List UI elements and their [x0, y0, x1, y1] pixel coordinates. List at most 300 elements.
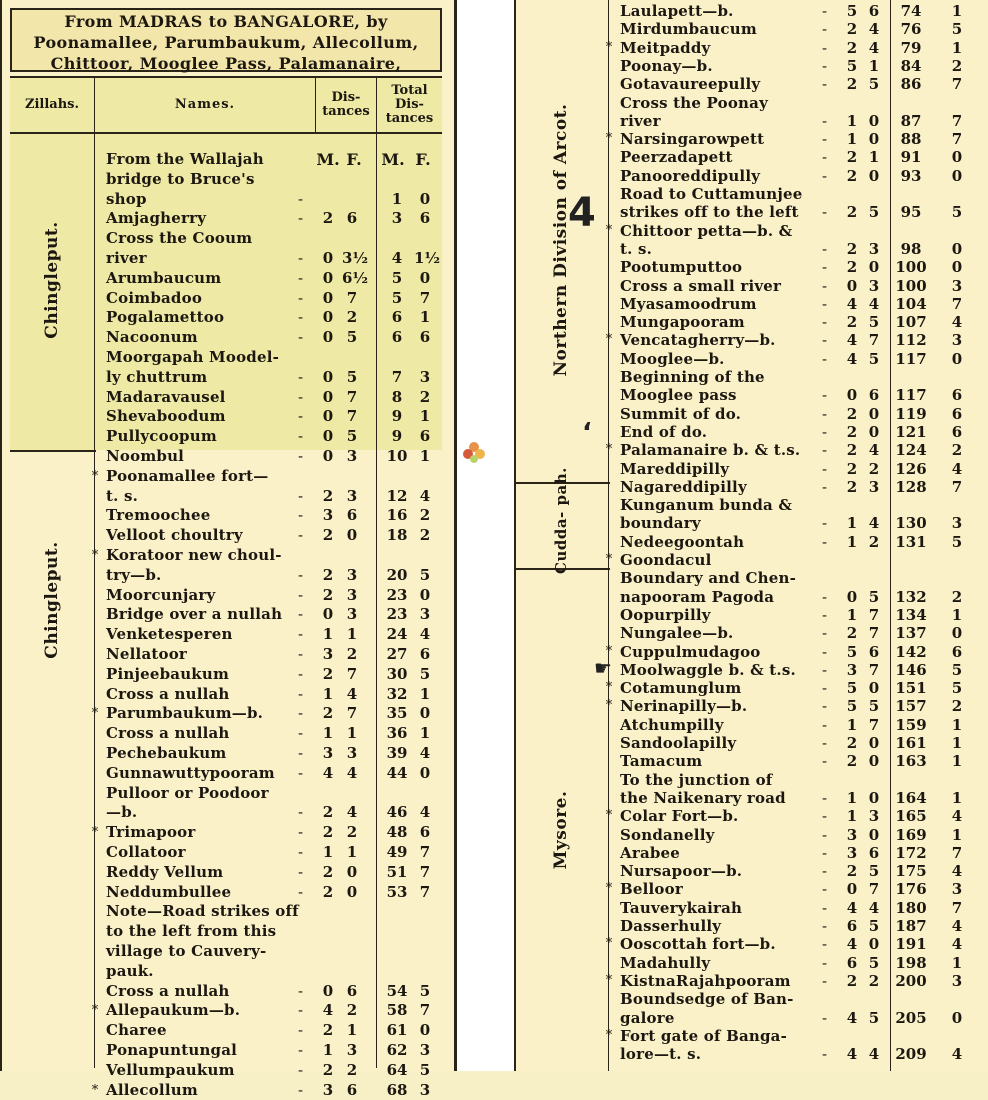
column-header [10, 76, 442, 134]
total-miles: 20 [386, 565, 408, 584]
route-row [516, 844, 988, 862]
route-row [2, 249, 454, 269]
route-row [516, 222, 988, 240]
distance-miles: 0 [846, 276, 858, 295]
route-row [516, 551, 988, 569]
total-miles: 79 [900, 38, 922, 57]
total-furlongs: 7 [951, 75, 963, 94]
total-miles: 23 [386, 585, 408, 604]
distance-miles: 0 [322, 387, 334, 406]
place-name: Myasamoodrum [620, 294, 757, 313]
route-row [516, 1027, 988, 1045]
distance-furlongs: 1 [346, 625, 358, 644]
leader-dash: - [298, 209, 304, 228]
distance-furlongs: 3 [346, 585, 358, 604]
distance-furlongs: 0 [868, 111, 880, 130]
total-furlongs: 4 [951, 313, 963, 332]
distance-miles: 2 [846, 258, 858, 277]
leader-dash: - [298, 1021, 304, 1040]
route-row [2, 982, 454, 1002]
total-furlongs: 0 [951, 166, 963, 185]
route-row [2, 764, 454, 784]
asterisk-marker: * [605, 1027, 613, 1043]
total-furlongs: 3 [419, 1080, 431, 1099]
total-furlongs: 1 [951, 953, 963, 972]
place-name: Tamacum [620, 752, 703, 771]
total-miles: 191 [895, 935, 927, 954]
distance-furlongs: 4 [868, 441, 880, 460]
route-row [2, 724, 454, 744]
total-furlongs: 2 [951, 697, 963, 716]
route-row [516, 130, 988, 148]
leader-dash: - [298, 625, 304, 644]
distance-furlongs: 6 [346, 209, 358, 228]
distance-furlongs: 6 [346, 1080, 358, 1099]
route-row [2, 863, 454, 883]
zillah-label-chingleput-2: Chingleput. [42, 541, 62, 659]
leader-dash: - [822, 75, 828, 94]
distance-furlongs: 0 [868, 166, 880, 185]
unit-miles: M. [316, 150, 340, 169]
asterisk-marker: * [91, 1003, 99, 1019]
place-name: napooram Pagoda [620, 587, 775, 606]
place-name: Nursapoor—b. [620, 862, 743, 881]
distance-furlongs: 0 [346, 882, 358, 901]
route-row [516, 880, 988, 898]
route-row [2, 744, 454, 764]
asterisk-marker: * [605, 808, 613, 824]
route-row [516, 533, 988, 551]
distance-miles: 0 [322, 268, 334, 287]
distance-furlongs: 3 [868, 807, 880, 826]
place-name: Palamanaire b. & t.s. [620, 441, 801, 460]
distance-miles: 1 [846, 807, 858, 826]
place-name: Parumbaukum—b. [106, 704, 264, 723]
place-name: Boundsedge of Ban- [620, 990, 794, 1009]
total-miles: 157 [895, 697, 927, 716]
zillah-label-north-arcot: Northern Division of Arcot. [551, 103, 571, 377]
distance-miles: 0 [322, 328, 334, 347]
distance-miles: 2 [846, 624, 858, 643]
place-name: Coimbadoo [106, 288, 203, 307]
route-row [2, 526, 454, 546]
place-name: Oopurpilly [620, 605, 711, 624]
total-miles: 180 [895, 898, 927, 917]
total-miles: 49 [386, 843, 408, 861]
route-row [516, 1045, 988, 1063]
total-furlongs: 5 [951, 203, 963, 222]
total-furlongs: 0 [419, 268, 431, 287]
leader-dash: - [298, 724, 304, 743]
total-miles: 117 [895, 386, 927, 405]
place-name: Shevaboodum [106, 407, 226, 426]
place-name: Sandoolapilly [620, 734, 737, 752]
total-furlongs: 7 [951, 130, 963, 149]
total-miles: 128 [895, 477, 927, 496]
total-miles: 161 [895, 734, 927, 752]
leader-dash: - [822, 441, 828, 460]
place-name: Arabee [620, 843, 681, 862]
distance-miles: 1 [846, 605, 858, 624]
total-miles: 130 [895, 514, 927, 533]
header-distances: Dis- tances [322, 90, 370, 119]
total-furlongs: 1 [951, 788, 963, 807]
total-furlongs: 2 [951, 441, 963, 460]
total-miles: 54 [386, 981, 408, 1000]
total-furlongs: 1 [951, 825, 963, 844]
watermark-logo-icon [454, 432, 494, 472]
route-row [516, 386, 988, 404]
leader-dash: - [822, 422, 828, 441]
route-row [516, 203, 988, 221]
leader-dash: - [822, 734, 828, 752]
route-row [2, 843, 454, 863]
distance-furlongs: 0 [868, 404, 880, 423]
distance-furlongs: 3 [346, 486, 358, 505]
total-furlongs: 7 [419, 288, 431, 307]
total-furlongs: 0 [951, 349, 963, 368]
leader-dash: - [298, 823, 304, 842]
route-row [516, 734, 988, 752]
distance-miles: 4 [846, 1045, 858, 1064]
place-name: Nagareddipilly [620, 477, 747, 496]
unit-furlongs: F. [346, 150, 362, 169]
distance-miles: 2 [322, 585, 334, 604]
route-row [2, 962, 454, 982]
place-name: Belloor [620, 880, 683, 899]
route-row [516, 20, 988, 38]
distance-miles: 6 [846, 917, 858, 935]
title-line-1: From MADRAS to BANGALORE, by [64, 12, 388, 31]
route-row [2, 645, 454, 665]
total-miles: 131 [895, 532, 927, 551]
leader-dash: - [298, 189, 304, 208]
route-row [2, 487, 454, 507]
place-name: Cross the Poonay [620, 93, 768, 112]
distance-miles: 3 [322, 744, 334, 762]
handwritten-mark: ‘ [582, 418, 592, 448]
distance-furlongs: 3 [346, 1041, 358, 1059]
place-name: Madahully [620, 953, 711, 972]
place-name: Note—Road strikes off [106, 902, 299, 921]
place-name: Nacoonum [106, 328, 198, 347]
leader-dash: - [298, 1001, 304, 1020]
distance-furlongs: 5 [868, 349, 880, 368]
total-miles: 8 [391, 387, 403, 406]
distance-miles: 0 [322, 981, 334, 1000]
place-name: Nedeegoontah [620, 532, 745, 551]
distance-miles: 3 [846, 843, 858, 862]
distance-miles: 4 [846, 349, 858, 368]
distance-miles: 4 [322, 1001, 334, 1020]
leader-dash: - [822, 56, 828, 75]
route-row [516, 423, 988, 441]
place-name: Boundary and Chen- [620, 569, 796, 588]
total-miles: 95 [900, 203, 922, 222]
place-name: river [620, 111, 661, 130]
distance-miles: 0 [322, 308, 334, 327]
route-row [2, 922, 454, 942]
place-name: Nungalee—b. [620, 624, 734, 643]
place-name: Poonay—b. [620, 56, 713, 75]
place-name: Collatoor [106, 843, 186, 861]
route-row [516, 277, 988, 295]
leader-dash: - [822, 111, 828, 130]
distance-miles: 2 [846, 75, 858, 94]
distance-miles: 1 [846, 715, 858, 734]
title-line-2: Poonamallee, Parumbaukum, Allecollum, [33, 33, 419, 52]
route-row [2, 209, 454, 229]
distance-miles: 2 [322, 565, 334, 584]
distance-miles: 2 [322, 1021, 334, 1040]
leader-dash: - [822, 971, 828, 990]
route-row [2, 170, 454, 190]
distance-furlongs: 5 [868, 862, 880, 881]
page-gutter [455, 0, 514, 1071]
total-miles: 200 [895, 971, 927, 990]
distance-furlongs: 4 [868, 20, 880, 39]
leader-dash: - [822, 20, 828, 39]
route-row [516, 514, 988, 532]
total-furlongs: 5 [419, 664, 431, 683]
distance-miles: 0 [846, 587, 858, 606]
distance-furlongs: 1 [346, 843, 358, 861]
distance-miles: 2 [846, 971, 858, 990]
place-name: Vencatagherry—b. [620, 331, 776, 350]
total-miles: 91 [900, 148, 922, 167]
distance-miles: 2 [322, 862, 334, 881]
distance-miles: 5 [846, 697, 858, 716]
leader-dash: - [822, 258, 828, 277]
distance-miles: 0 [322, 407, 334, 426]
total-miles: 159 [895, 715, 927, 734]
route-row [516, 368, 988, 386]
place-name: Gunnawuttypooram [106, 763, 275, 782]
leader-dash: - [822, 825, 828, 844]
distance-miles: 1 [322, 1041, 334, 1059]
total-miles: 107 [895, 313, 927, 332]
distance-furlongs: 7 [868, 331, 880, 350]
leader-dash: - [822, 514, 828, 533]
total-furlongs: 4 [419, 803, 431, 822]
total-furlongs: 7 [419, 1001, 431, 1020]
route-row [516, 807, 988, 825]
total-miles: 137 [895, 624, 927, 643]
distance-miles: 1 [846, 111, 858, 130]
total-furlongs: 6 [419, 209, 431, 228]
leader-dash: - [298, 744, 304, 762]
total-furlongs: 0 [951, 239, 963, 258]
route-row [2, 1001, 454, 1021]
route-row [516, 496, 988, 514]
route-row [516, 350, 988, 368]
distance-furlongs: 7 [868, 880, 880, 899]
total-miles: 32 [386, 684, 408, 703]
place-name: Mirdumbaucum [620, 20, 757, 39]
total-furlongs: 4 [951, 807, 963, 826]
distance-miles: 1 [322, 684, 334, 703]
total-furlongs: 5 [419, 565, 431, 584]
route-row [516, 588, 988, 606]
leader-dash: - [298, 763, 304, 782]
asterisk-marker: * [605, 881, 613, 897]
distance-miles: 2 [846, 166, 858, 185]
leader-dash: - [298, 565, 304, 584]
leader-dash: - [822, 679, 828, 698]
total-miles: 165 [895, 807, 927, 826]
route-row [516, 167, 988, 185]
route-row [516, 917, 988, 935]
total-miles: 35 [386, 704, 408, 723]
total-miles: 62 [386, 1041, 408, 1059]
total-furlongs: 1 [419, 308, 431, 327]
route-row [516, 75, 988, 93]
distance-miles: 3 [846, 825, 858, 844]
total-furlongs: 6 [419, 823, 431, 842]
zillah-label-mysore: Mysore. [551, 790, 571, 870]
distance-miles: 1 [846, 788, 858, 807]
leader-dash: - [822, 843, 828, 862]
place-name: End of do. [620, 422, 708, 441]
place-name: village to Cauvery- [106, 942, 267, 960]
route-row [2, 1061, 454, 1081]
route-row [2, 823, 454, 843]
distance-furlongs: 4 [346, 763, 358, 782]
place-name: Cross the Cooum [106, 229, 253, 248]
place-name: Pinjeebaukum [106, 664, 230, 683]
place-name: Mooglee—b. [620, 349, 725, 368]
place-name: Panooreddipully [620, 166, 761, 185]
leader-dash: - [298, 526, 304, 545]
route-row [2, 506, 454, 526]
leader-dash: - [822, 1045, 828, 1064]
route-row [516, 697, 988, 715]
leader-dash: - [298, 506, 304, 525]
route-row [2, 308, 454, 328]
distance-furlongs: 3 [346, 447, 358, 465]
route-row [2, 407, 454, 427]
total-furlongs: 3 [419, 1041, 431, 1059]
distance-furlongs: 4 [868, 38, 880, 57]
total-miles: 12 [386, 486, 408, 505]
right-column [514, 0, 988, 1071]
route-row [2, 269, 454, 289]
total-miles: 58 [386, 1001, 408, 1020]
distance-miles: 2 [846, 313, 858, 332]
place-name: Tauverykairah [620, 898, 743, 917]
distance-miles: 2 [846, 477, 858, 496]
place-name: Cross a nullah [106, 724, 230, 743]
total-furlongs: 1 [951, 715, 963, 734]
route-row [2, 605, 454, 625]
route-row [516, 771, 988, 789]
leader-dash: - [822, 880, 828, 899]
route-row [2, 348, 454, 368]
route-row [516, 94, 988, 112]
place-name: Mooglee pass [620, 386, 737, 405]
place-name: Moorcunjary [106, 585, 216, 604]
distance-furlongs: 2 [868, 532, 880, 551]
distance-furlongs: 5 [868, 917, 880, 935]
route-row [2, 586, 454, 606]
leader-dash: - [822, 404, 828, 423]
place-name: Ooscottah fort—b. [620, 935, 776, 954]
total-miles: 169 [895, 825, 927, 844]
route-row [516, 2, 988, 20]
leader-dash: - [298, 585, 304, 604]
distance-miles: 1 [322, 625, 334, 644]
total-furlongs: 1 [419, 447, 431, 465]
distance-furlongs: 5 [868, 697, 880, 716]
place-name: Pechebaukum [106, 744, 227, 762]
total-miles: 76 [900, 20, 922, 39]
total-furlongs: 7 [419, 862, 431, 881]
route-row [516, 478, 988, 496]
distance-furlongs: 3 [868, 477, 880, 496]
distance-furlongs: 0 [868, 788, 880, 807]
distance-furlongs: 5 [346, 328, 358, 347]
distance-miles: 0 [846, 880, 858, 899]
total-furlongs: 0 [951, 258, 963, 277]
place-name: Pogalamettoo [106, 308, 225, 327]
place-name: Cotamunglum [620, 679, 742, 698]
distance-furlongs: 7 [868, 605, 880, 624]
total-furlongs: 1 [951, 752, 963, 771]
place-name: Summit of do. [620, 404, 742, 423]
asterisk-marker: * [91, 706, 99, 722]
distance-miles: 2 [846, 734, 858, 752]
total-miles: 98 [900, 239, 922, 258]
total-miles: 126 [895, 459, 927, 478]
distance-furlongs: 1 [346, 724, 358, 743]
leader-dash: - [298, 288, 304, 307]
distance-miles: 2 [846, 148, 858, 167]
distance-furlongs: 6 [868, 2, 880, 20]
total-miles: 175 [895, 862, 927, 881]
place-name: Bridge over a nullah [106, 605, 283, 624]
place-name: Nellatoor [106, 645, 188, 663]
route-row [2, 902, 454, 922]
distance-miles: 5 [846, 679, 858, 698]
distance-furlongs: 3 [868, 276, 880, 295]
total-furlongs: 6 [951, 642, 963, 661]
route-row [516, 624, 988, 642]
distance-miles: 2 [846, 422, 858, 441]
total-furlongs: 5 [419, 981, 431, 1000]
distance-miles: 3 [846, 660, 858, 679]
total-furlongs: 3 [951, 971, 963, 990]
asterisk-marker: * [605, 936, 613, 952]
route-row [2, 1021, 454, 1041]
asterisk-marker: * [605, 972, 613, 988]
place-name: Allecollum [106, 1080, 198, 1099]
route-row [2, 566, 454, 586]
route-row [516, 862, 988, 880]
leader-dash: - [298, 981, 304, 1000]
asterisk-marker: * [91, 1082, 99, 1098]
total-miles: 3 [391, 209, 403, 228]
route-row [516, 972, 988, 990]
header-total-distances: Total Dis- tances [385, 83, 434, 126]
total-miles: 176 [895, 880, 927, 899]
total-furlongs: 0 [419, 585, 431, 604]
place-name: bridge to Bruce's [106, 169, 255, 188]
distance-furlongs: 0 [868, 734, 880, 752]
place-name: Poonamallee fort— [106, 466, 269, 485]
total-furlongs: 6 [951, 404, 963, 423]
distance-furlongs: 5 [868, 75, 880, 94]
place-name: Cross a small river [620, 276, 782, 295]
